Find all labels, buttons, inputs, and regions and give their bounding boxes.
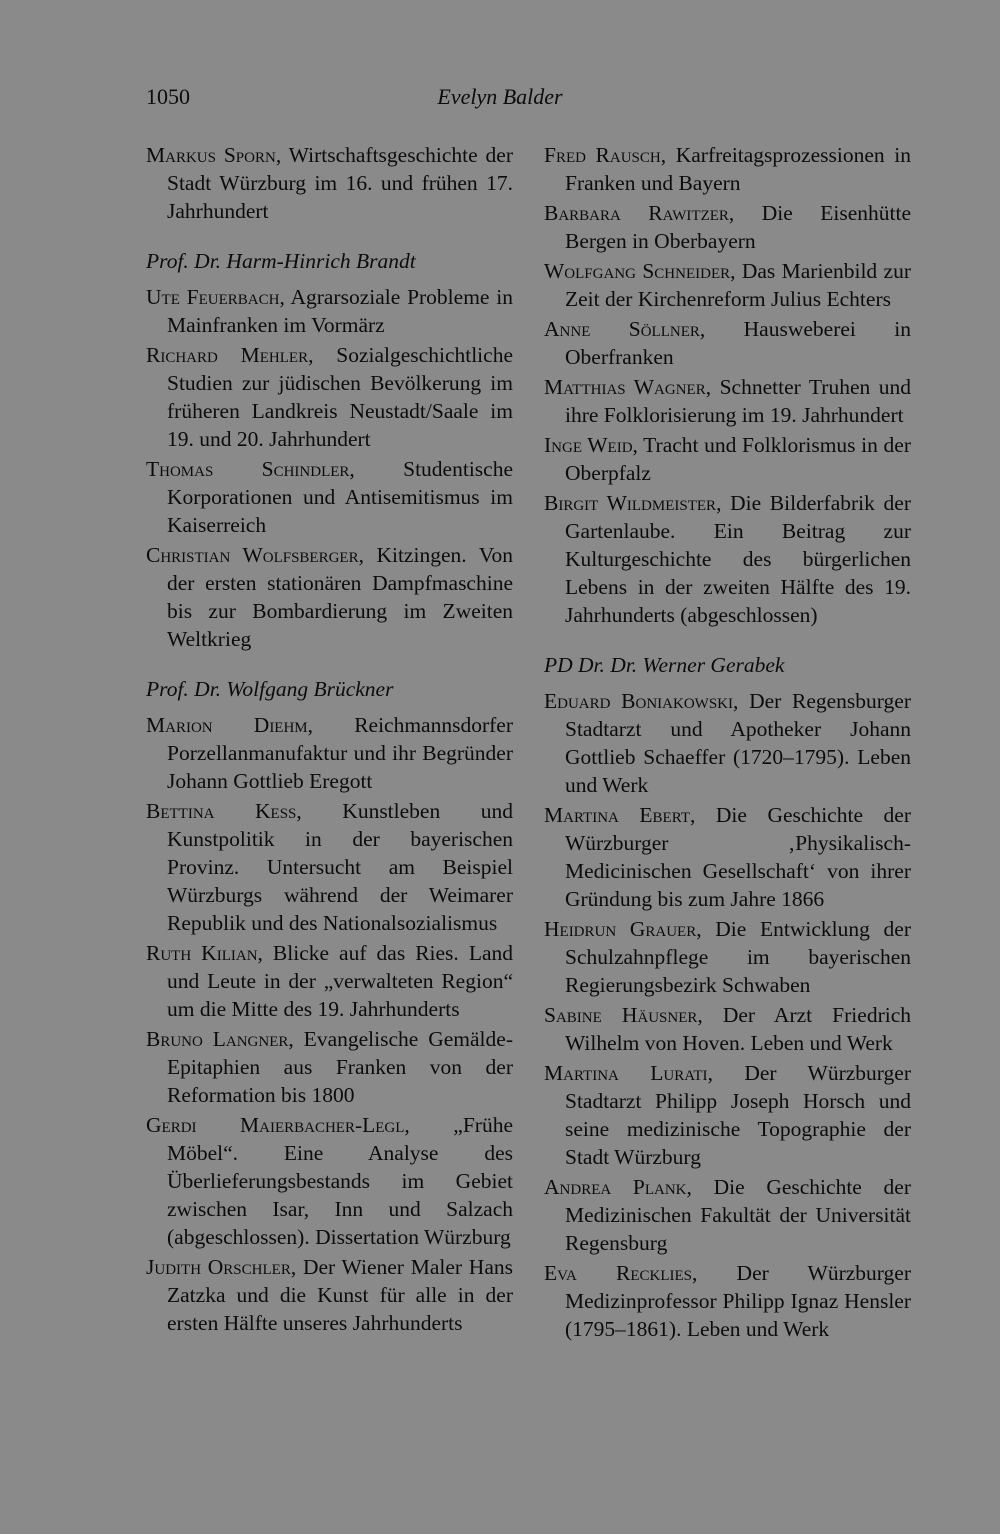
entry-author: Barbara Rawitzer [544, 201, 729, 225]
entry-author: Birgit Wildmeister [544, 491, 717, 515]
entry-author: Fred Rausch [544, 143, 661, 167]
supervisor-heading: PD Dr. Dr. Werner Gerabek [544, 653, 785, 677]
entry-author: Eva Recklies [544, 1261, 693, 1285]
bibliography-entry [544, 489, 911, 629]
bibliography-entry [146, 455, 513, 539]
entry-title: , Die Eisenhütte Bergen in Oberbayern [565, 201, 911, 253]
bibliography-entry [146, 341, 513, 453]
entry-author: Wolfgang Schneider [544, 259, 731, 283]
entry-author: Marion Diehm [146, 713, 308, 737]
entry-title: , Das Marienbild zur Zeit der Kirchenreform Julius Echters [565, 259, 911, 311]
entry-title: , Schnetter Truhen und ihre Folklorisierung im 19. Jahrhundert [565, 375, 911, 427]
entry-author: Eduard Boniakowski [544, 689, 733, 713]
entry-author: Ruth Kilian [146, 941, 258, 965]
entry-author: Bruno Langner [146, 1027, 289, 1051]
entry-author: Markus Sporn [146, 143, 276, 167]
bibliography-entry [544, 257, 911, 313]
entry-author: Richard Mehler [146, 343, 309, 367]
entry-title: , Agrarsoziale Probleme in Mainfranken im Vormärz [167, 285, 513, 337]
bibliography-entry [544, 801, 911, 913]
bibliography-entry [146, 1111, 513, 1251]
page-number: 1050 [146, 84, 190, 109]
entry-author: Heidrun Grauer [544, 917, 697, 941]
bibliography-entry [146, 283, 513, 339]
bibliography-entry [544, 141, 911, 197]
bibliography-entry [544, 315, 911, 371]
bibliography-entry [146, 711, 513, 795]
entry-title: , Wirtschaftsgeschichte der Stadt Würzburg im 16. und frühen 17. Jahrhundert [167, 143, 513, 223]
entry-title: , Der Wiener Maler Hans Zatzka und die Kunst für alle in der ersten Hälfte unseres Jahrhunderts [167, 1255, 513, 1335]
bibliography-entry [146, 939, 513, 1023]
bibliography-entry [544, 687, 911, 799]
bibliography-entry [544, 1259, 911, 1343]
bibliography-entry [544, 1173, 911, 1257]
entry-title: , Kunstleben und Kunstpolitik in der bayerischen Provinz. Untersucht am Beispiel Würzburgs während der Weimarer Republik und des Nationalsozialismus [167, 799, 513, 935]
entry-title: , Kitzingen. Von der ersten stationären Dampfmaschine bis zur Bombardierung im Zweiten Weltkrieg [167, 543, 513, 651]
left-column [146, 141, 513, 1339]
entry-author: Bettina Kess [146, 799, 297, 823]
bibliography-entry [146, 541, 513, 653]
bibliography-entry [146, 797, 513, 937]
bibliography-entry [146, 141, 513, 225]
entry-title: , Tracht und Folklorismus in der Oberpfalz [565, 433, 911, 485]
entry-author: Anne Söllner [544, 317, 700, 341]
bibliography-entry [544, 915, 911, 999]
entry-author: Matthias Wagner [544, 375, 706, 399]
entry-title: , Reichmannsdorfer Porzellanmanufaktur und ihr Begründer Johann Gottlieb Eregott [167, 713, 513, 793]
entry-title: , Hausweberei in Oberfranken [565, 317, 911, 369]
entry-title: , Die Entwicklung der Schulzahnpflege im bayerischen Regierungsbezirk Schwaben [565, 917, 911, 997]
entry-title: , Der Regensburger Stadtarzt und Apotheker Johann Gottlieb Schaeffer (1720–1795). Leben und Werk [565, 689, 912, 797]
entry-author: Christian Wolfsberger [146, 543, 359, 567]
bibliography-entry [146, 1025, 513, 1109]
entry-title: , Evangelische Gemälde-Epitaphien aus Franken von der Reformation bis 1800 [167, 1027, 513, 1107]
bibliography-entry [544, 1059, 911, 1171]
entry-title: , Der Arzt Friedrich Wilhelm von Hoven. Leben und Werk [565, 1003, 911, 1055]
entry-author: Andrea Plank [544, 1175, 687, 1199]
entry-author: Thomas Schindler [146, 457, 350, 481]
entry-title: , Blicke auf das Ries. Land und Leute in der „verwalteten Region“ um die Mitte des 19. Jahrhunderts [167, 941, 513, 1021]
entry-title: , Studentische Korporationen und Antisemitismus im Kaiserreich [167, 457, 513, 537]
entry-title: , Karfreitagsprozessionen in Franken und Bayern [565, 143, 911, 195]
bibliography-entry [544, 373, 911, 429]
entry-title: , „Frühe Möbel“. Eine Analyse des Überlieferungsbestands im Gebiet zwischen Isar, Inn und Salzach (abgeschlossen). Dissertation Würzburg [167, 1113, 513, 1249]
supervisor-heading: Prof. Dr. Harm-Hinrich Brandt [146, 249, 416, 273]
entry-title: , Sozialgeschichtliche Studien zur jüdischen Bevölkerung im früheren Landkreis Neustadt/Saale im 19. und 20. Jahrhundert [167, 343, 513, 451]
bibliography-entry [146, 1253, 513, 1337]
right-column [544, 141, 911, 1345]
entry-title: , Die Geschichte der Würzburger ‚Physikalisch-Medicinischen Gesellschaft‘ von ihrer Gründung bis zum Jahre 1866 [565, 803, 911, 911]
bibliography-entry [544, 199, 911, 255]
supervisor-heading: Prof. Dr. Wolfgang Brückner [146, 677, 394, 701]
bibliography-entry [544, 1001, 911, 1057]
entry-title: , Der Würzburger Medizinprofessor Philipp Ignaz Hensler (1795–1861). Leben und Werk [565, 1261, 911, 1341]
entry-author: Gerdi Maierbacher-Legl [146, 1113, 405, 1137]
entry-title: , Die Bilderfabrik der Gartenlaube. Ein Beitrag zur Kulturgeschichte des bürgerlichen Lebens in der zweiten Hälfte des 19. Jahrhunderts (abgeschlossen) [565, 491, 911, 627]
entry-author: Martina Ebert [544, 803, 690, 827]
entry-author: Martina Lurati [544, 1061, 708, 1085]
bibliography-entry [544, 431, 911, 487]
entry-title: , Die Geschichte der Medizinischen Fakultät der Universität Regensburg [565, 1175, 911, 1255]
entry-title: , Der Würzburger Stadtarzt Philipp Joseph Horsch und seine medizinische Topographie der Stadt Würzburg [565, 1061, 911, 1169]
entry-author: Sabine Häusner [544, 1003, 698, 1027]
entry-author: Inge Weid [544, 433, 633, 457]
entry-author: Ute Feuerbach [146, 285, 280, 309]
entry-author: Judith Orschler [146, 1255, 291, 1279]
running-title: Evelyn Balder [437, 84, 563, 109]
